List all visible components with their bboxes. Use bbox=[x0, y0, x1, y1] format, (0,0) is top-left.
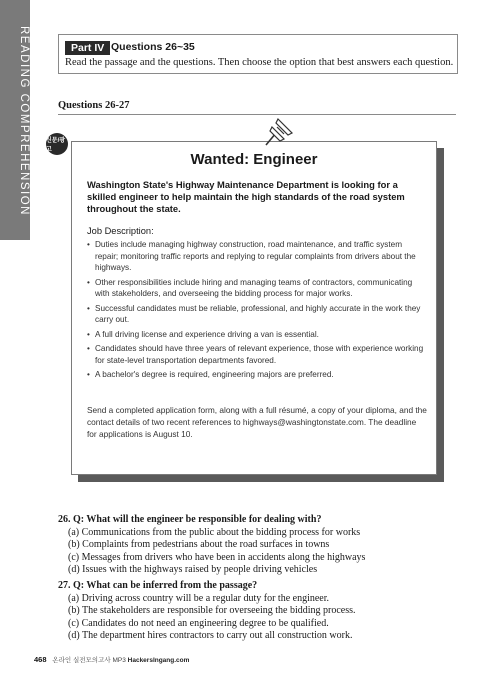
list-item: • Duties include managing highway construction, road maintenance, and traffic system repair; monitoring traffic reports and replying to regular complaints from drivers about the highways. bbox=[87, 240, 416, 272]
list-item: • Other responsibilities include hiring and managing teams of contractors, communicating with stakeholders, and overseeing the bidding process for major works. bbox=[87, 277, 413, 298]
part-instruction: Read the passage and the questions. Then choose the option that best answers each question. bbox=[65, 57, 454, 68]
question-number: 27. bbox=[58, 580, 71, 591]
part-badge: Part IV bbox=[65, 41, 110, 55]
part-header bbox=[58, 34, 458, 74]
question-range-heading: Questions 26-27 bbox=[58, 100, 130, 111]
question-text: Q: What will the engineer be responsible for dealing with? bbox=[73, 514, 322, 525]
footer-url[interactable]: HackersIngang.com bbox=[127, 657, 190, 664]
answer-option[interactable]: (c) Messages from drivers who have been in accidents along the highways bbox=[68, 551, 366, 563]
part-question-range: Questions 26~35 bbox=[111, 41, 195, 53]
notice-title: Wanted: Engineer bbox=[190, 151, 318, 168]
page-footer bbox=[34, 655, 189, 664]
list-item: • Candidates should have three years of relevant experience, those with experience working for state-level transportation departments favored. bbox=[87, 344, 424, 365]
answer-option[interactable]: (b) The stakeholders are responsible for overseeing the bidding process. bbox=[68, 605, 356, 616]
answer-option[interactable]: (a) Communications from the public about the bidding process for works bbox=[68, 526, 361, 538]
answer-option[interactable]: (c) Candidates do not need an engineering degree to be qualified. bbox=[68, 617, 329, 629]
notice-intro: Washington State's Highway Maintenance Department is looking for a skilled engineer to help maintain the high standards of the road system throughout the state. bbox=[87, 179, 405, 214]
pushpin-icon bbox=[258, 113, 298, 153]
section-side-tab bbox=[0, 0, 30, 240]
page-number: 468 bbox=[34, 655, 47, 664]
job-notice bbox=[71, 141, 437, 475]
question-27 bbox=[58, 580, 356, 643]
footer-text: 온라인 실전모의고사 MP3 bbox=[52, 657, 126, 664]
section-side-tab-label: READING COMPREHENSION bbox=[18, 26, 30, 216]
divider bbox=[58, 114, 456, 115]
question-text: Q: What can be inferred from the passage? bbox=[73, 580, 258, 591]
list-item: • Successful candidates must be reliable, professional, and highly accurate in the work they carry out. bbox=[87, 303, 421, 324]
answer-option[interactable]: (d) Issues with the highways raised by people driving vehicles bbox=[68, 564, 318, 575]
job-description-list bbox=[87, 239, 427, 384]
question-number: 26. bbox=[58, 514, 71, 525]
category-badge: 신문/광고 bbox=[46, 133, 68, 155]
question-26 bbox=[58, 514, 365, 577]
notice-application-info: Send a completed application form, along with a full résumé, a copy of your diploma, and the contact details of two recent references to highways@washingtonstate.com. The deadline for applications is August 10. bbox=[87, 405, 427, 439]
answer-option[interactable]: (a) Driving across country will be a regular duty for the engineer. bbox=[68, 592, 330, 604]
job-description-label: Job Description: bbox=[87, 226, 154, 236]
list-item: • A full driving license and experience driving a van is essential. bbox=[87, 329, 319, 339]
answer-option[interactable]: (b) Complaints from pedestrians about the road surfaces in towns bbox=[68, 539, 330, 550]
answer-option[interactable]: (d) The department hires contractors to carry out all construction work. bbox=[68, 630, 353, 641]
list-item: • A bachelor's degree is required, engineering majors are preferred. bbox=[87, 370, 334, 379]
